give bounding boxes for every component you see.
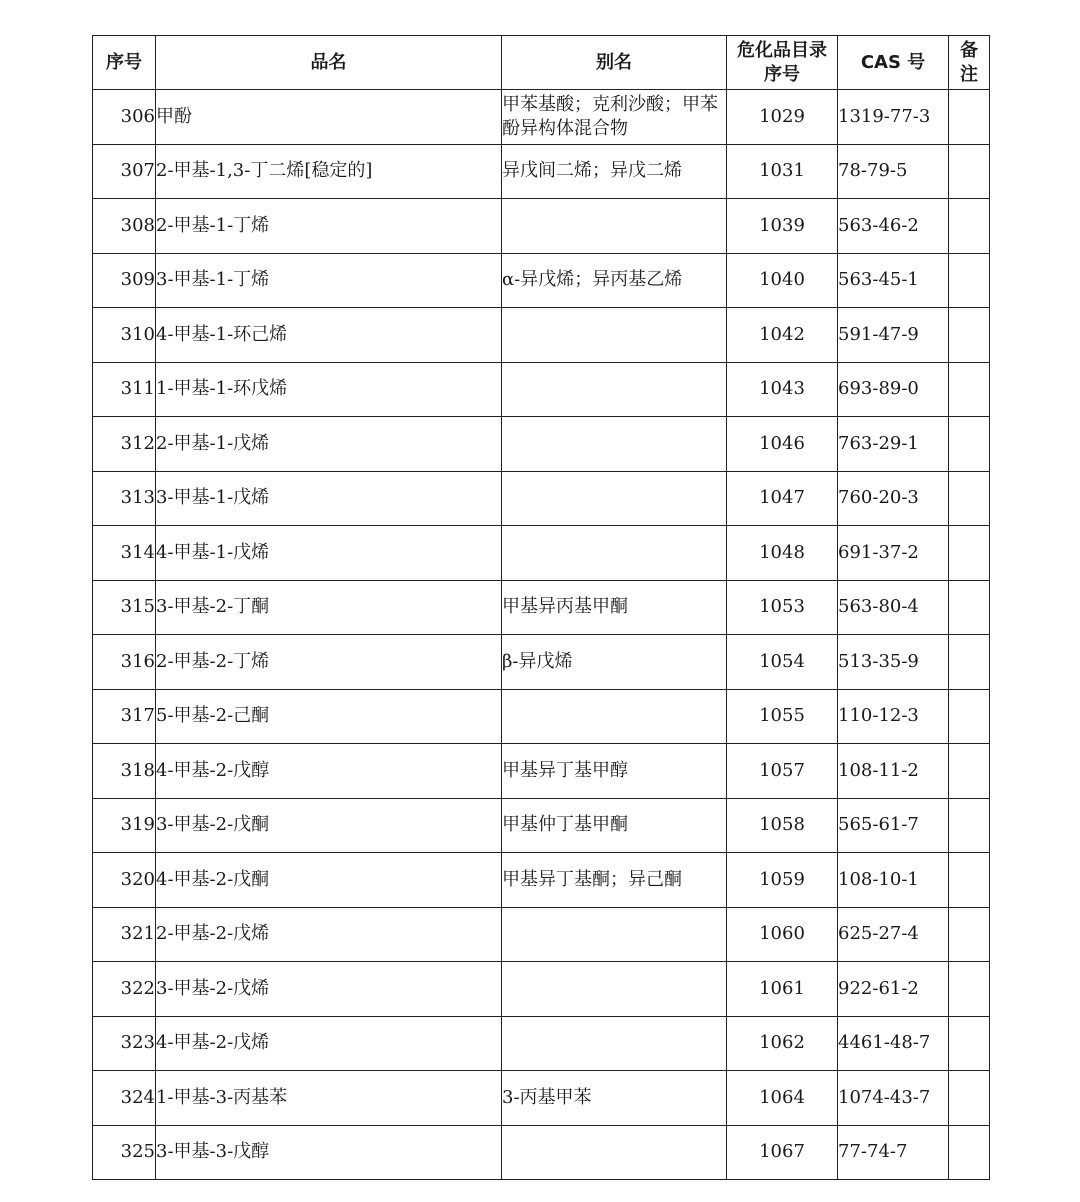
cell-remark bbox=[949, 1071, 990, 1126]
table-row bbox=[93, 853, 990, 908]
table-row bbox=[93, 1016, 990, 1071]
cell-no: 320 bbox=[93, 853, 156, 908]
cell-name: 2-甲基-1-戊烯 bbox=[156, 417, 502, 472]
cell-catalog: 1054 bbox=[727, 635, 838, 690]
cell-cas: 691-37-2 bbox=[838, 526, 949, 581]
cell-catalog: 1053 bbox=[727, 580, 838, 635]
cell-alias: 甲基异丙基甲酮 bbox=[502, 580, 727, 635]
cell-remark bbox=[949, 962, 990, 1017]
cell-no: 307 bbox=[93, 144, 156, 199]
cell-catalog: 1047 bbox=[727, 471, 838, 526]
cell-name: 1-甲基-1-环戊烯 bbox=[156, 362, 502, 417]
header-remark bbox=[949, 36, 990, 90]
cell-no: 318 bbox=[93, 744, 156, 799]
cell-alias: 3-丙基甲苯 bbox=[502, 1071, 727, 1126]
cell-remark bbox=[949, 635, 990, 690]
cell-no: 323 bbox=[93, 1016, 156, 1071]
header-remark-line2: 注 bbox=[960, 63, 978, 85]
cell-name: 3-甲基-3-戊醇 bbox=[156, 1125, 502, 1180]
cell-remark bbox=[949, 253, 990, 308]
cell-no: 308 bbox=[93, 199, 156, 254]
cell-cas: 1319-77-3 bbox=[838, 90, 949, 145]
cell-name: 3-甲基-1-丁烯 bbox=[156, 253, 502, 308]
cell-no: 306 bbox=[93, 90, 156, 145]
cell-catalog: 1046 bbox=[727, 417, 838, 472]
cell-no: 319 bbox=[93, 798, 156, 853]
cell-remark bbox=[949, 144, 990, 199]
cell-catalog: 1055 bbox=[727, 689, 838, 744]
table-row bbox=[93, 962, 990, 1017]
cell-cas: 78-79-5 bbox=[838, 144, 949, 199]
cell-no: 312 bbox=[93, 417, 156, 472]
table-row bbox=[93, 90, 990, 145]
cell-cas: 625-27-4 bbox=[838, 907, 949, 962]
cell-alias: 甲基仲丁基甲酮 bbox=[502, 798, 727, 853]
cell-no: 324 bbox=[93, 1071, 156, 1126]
cell-remark bbox=[949, 362, 990, 417]
cell-remark bbox=[949, 417, 990, 472]
cell-alias bbox=[502, 362, 727, 417]
cell-catalog: 1040 bbox=[727, 253, 838, 308]
cell-name: 4-甲基-1-戊烯 bbox=[156, 526, 502, 581]
table-row bbox=[93, 471, 990, 526]
table-row bbox=[93, 635, 990, 690]
cell-name: 3-甲基-1-戊烯 bbox=[156, 471, 502, 526]
header-cas: CAS 号 bbox=[838, 36, 949, 90]
table-row bbox=[93, 362, 990, 417]
cell-catalog: 1039 bbox=[727, 199, 838, 254]
cell-alias: β-异戊烯 bbox=[502, 635, 727, 690]
cell-no: 322 bbox=[93, 962, 156, 1017]
cell-no: 325 bbox=[93, 1125, 156, 1180]
cell-alias bbox=[502, 308, 727, 363]
cell-remark bbox=[949, 471, 990, 526]
cell-alias: 甲基异丁基甲醇 bbox=[502, 744, 727, 799]
cell-remark bbox=[949, 1125, 990, 1180]
cell-catalog: 1048 bbox=[727, 526, 838, 581]
table-row bbox=[93, 689, 990, 744]
table-row bbox=[93, 417, 990, 472]
cell-alias bbox=[502, 962, 727, 1017]
header-name: 品名 bbox=[156, 36, 502, 90]
cell-no: 313 bbox=[93, 471, 156, 526]
cell-catalog: 1031 bbox=[727, 144, 838, 199]
cell-cas: 110-12-3 bbox=[838, 689, 949, 744]
cell-catalog: 1029 bbox=[727, 90, 838, 145]
cell-remark bbox=[949, 744, 990, 799]
header-catalog bbox=[727, 36, 838, 90]
cell-catalog: 1057 bbox=[727, 744, 838, 799]
cell-catalog: 1061 bbox=[727, 962, 838, 1017]
header-row bbox=[93, 36, 990, 90]
cell-cas: 922-61-2 bbox=[838, 962, 949, 1017]
header-alias: 别名 bbox=[502, 36, 727, 90]
table-row bbox=[93, 199, 990, 254]
cell-alias bbox=[502, 1016, 727, 1071]
cell-name: 3-甲基-2-戊烯 bbox=[156, 962, 502, 1017]
cell-name: 3-甲基-2-丁酮 bbox=[156, 580, 502, 635]
table-row bbox=[93, 580, 990, 635]
cell-alias bbox=[502, 689, 727, 744]
cell-no: 321 bbox=[93, 907, 156, 962]
cell-remark bbox=[949, 580, 990, 635]
header-catalog-line2: 序号 bbox=[764, 63, 800, 85]
cell-remark bbox=[949, 907, 990, 962]
table-row bbox=[93, 798, 990, 853]
cell-cas: 563-80-4 bbox=[838, 580, 949, 635]
cell-catalog: 1058 bbox=[727, 798, 838, 853]
cell-alias: α-异戊烯；异丙基乙烯 bbox=[502, 253, 727, 308]
cell-name: 4-甲基-2-戊烯 bbox=[156, 1016, 502, 1071]
table-body bbox=[93, 90, 990, 1180]
cell-cas: 1074-43-7 bbox=[838, 1071, 949, 1126]
cell-cas: 763-29-1 bbox=[838, 417, 949, 472]
cell-remark bbox=[949, 199, 990, 254]
cell-name: 4-甲基-2-戊酮 bbox=[156, 853, 502, 908]
cell-cas: 77-74-7 bbox=[838, 1125, 949, 1180]
header-remark-line1: 备 bbox=[960, 39, 978, 61]
cell-name: 1-甲基-3-丙基苯 bbox=[156, 1071, 502, 1126]
table-row bbox=[93, 1125, 990, 1180]
cell-cas: 563-46-2 bbox=[838, 199, 949, 254]
cell-cas: 693-89-0 bbox=[838, 362, 949, 417]
cell-remark bbox=[949, 689, 990, 744]
cell-alias bbox=[502, 471, 727, 526]
cell-catalog: 1043 bbox=[727, 362, 838, 417]
cell-catalog: 1064 bbox=[727, 1071, 838, 1126]
cell-cas: 108-11-2 bbox=[838, 744, 949, 799]
cell-alias bbox=[502, 526, 727, 581]
cell-remark bbox=[949, 308, 990, 363]
header-catalog-line1: 危化品目录 bbox=[737, 39, 827, 61]
cell-name: 3-甲基-2-戊酮 bbox=[156, 798, 502, 853]
cell-catalog: 1042 bbox=[727, 308, 838, 363]
table-row bbox=[93, 253, 990, 308]
table-row bbox=[93, 526, 990, 581]
cell-name: 2-甲基-1-丁烯 bbox=[156, 199, 502, 254]
cell-name: 2-甲基-1,3-丁二烯[稳定的] bbox=[156, 144, 502, 199]
cell-catalog: 1059 bbox=[727, 853, 838, 908]
cell-alias: 甲苯基酸；克利沙酸；甲苯酚异构体混合物 bbox=[502, 90, 727, 145]
table-row bbox=[93, 144, 990, 199]
cell-catalog: 1060 bbox=[727, 907, 838, 962]
header-no: 序号 bbox=[93, 36, 156, 90]
chemicals-table bbox=[92, 35, 990, 1180]
cell-no: 310 bbox=[93, 308, 156, 363]
cell-no: 315 bbox=[93, 580, 156, 635]
cell-name: 甲酚 bbox=[156, 90, 502, 145]
cell-name: 2-甲基-2-丁烯 bbox=[156, 635, 502, 690]
cell-name: 4-甲基-1-环己烯 bbox=[156, 308, 502, 363]
cell-alias bbox=[502, 417, 727, 472]
cell-catalog: 1067 bbox=[727, 1125, 838, 1180]
cell-cas: 760-20-3 bbox=[838, 471, 949, 526]
cell-name: 5-甲基-2-己酮 bbox=[156, 689, 502, 744]
cell-remark bbox=[949, 1016, 990, 1071]
table-row bbox=[93, 744, 990, 799]
table-row bbox=[93, 308, 990, 363]
cell-remark bbox=[949, 853, 990, 908]
cell-no: 317 bbox=[93, 689, 156, 744]
cell-no: 311 bbox=[93, 362, 156, 417]
cell-alias bbox=[502, 907, 727, 962]
cell-remark bbox=[949, 90, 990, 145]
cell-no: 314 bbox=[93, 526, 156, 581]
cell-name: 4-甲基-2-戊醇 bbox=[156, 744, 502, 799]
table-row bbox=[93, 1071, 990, 1126]
cell-cas: 108-10-1 bbox=[838, 853, 949, 908]
cell-catalog: 1062 bbox=[727, 1016, 838, 1071]
cell-alias bbox=[502, 1125, 727, 1180]
cell-alias: 甲基异丁基酮；异己酮 bbox=[502, 853, 727, 908]
cell-cas: 591-47-9 bbox=[838, 308, 949, 363]
cell-alias bbox=[502, 199, 727, 254]
cell-alias: 异戊间二烯；异戊二烯 bbox=[502, 144, 727, 199]
cell-cas: 563-45-1 bbox=[838, 253, 949, 308]
cell-remark bbox=[949, 526, 990, 581]
cell-remark bbox=[949, 798, 990, 853]
cell-cas: 513-35-9 bbox=[838, 635, 949, 690]
cell-cas: 565-61-7 bbox=[838, 798, 949, 853]
cell-no: 309 bbox=[93, 253, 156, 308]
table-row bbox=[93, 907, 990, 962]
cell-cas: 4461-48-7 bbox=[838, 1016, 949, 1071]
cell-name: 2-甲基-2-戊烯 bbox=[156, 907, 502, 962]
cell-no: 316 bbox=[93, 635, 156, 690]
